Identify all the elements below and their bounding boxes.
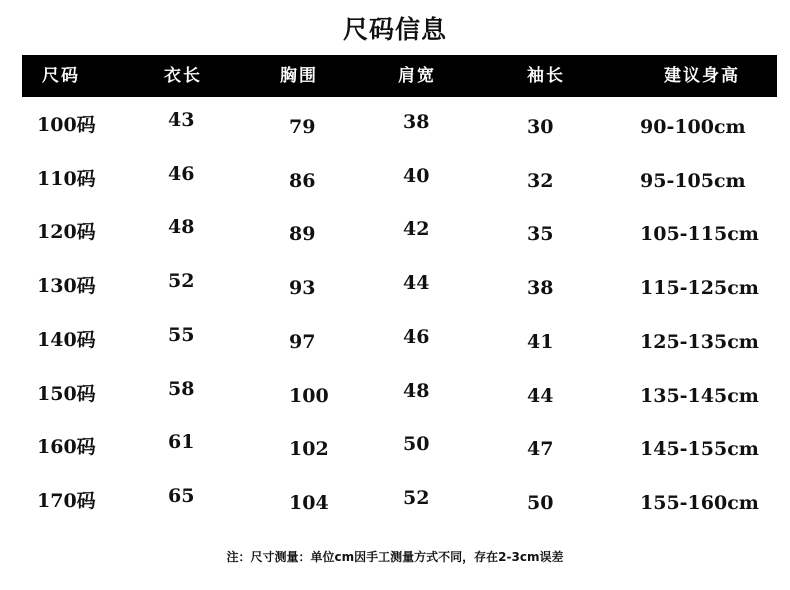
cell-shoulder: 52 <box>403 486 430 509</box>
cell-size: 100码 <box>37 114 96 136</box>
cell-shoulder: 48 <box>403 379 430 402</box>
table-row <box>0 164 790 218</box>
cell-chest: 79 <box>289 116 316 138</box>
column-header-length: 衣长 <box>164 66 202 86</box>
cell-length: 46 <box>168 162 195 185</box>
table-header <box>22 55 777 97</box>
cell-shoulder: 42 <box>403 218 430 241</box>
column-header-size: 尺码 <box>42 66 80 86</box>
cell-length: 61 <box>168 431 195 454</box>
table-row <box>0 271 790 325</box>
cell-chest: 97 <box>289 330 316 353</box>
cell-size: 140码 <box>37 328 96 351</box>
column-header-height: 建议身高 <box>664 66 740 86</box>
cell-shoulder: 44 <box>403 272 430 295</box>
cell-sleeve: 30 <box>527 116 554 138</box>
cell-shoulder: 50 <box>403 433 430 456</box>
column-header-shoulder: 肩宽 <box>398 66 436 86</box>
cell-shoulder: 38 <box>403 111 430 133</box>
table-row <box>0 110 790 164</box>
cell-height: 145-155cm <box>640 438 759 461</box>
cell-chest: 89 <box>289 223 316 246</box>
cell-length: 43 <box>168 109 195 131</box>
cell-height: 155-160cm <box>640 491 759 514</box>
cell-length: 48 <box>168 216 195 239</box>
cell-height: 105-115cm <box>640 223 759 246</box>
cell-height: 90-100cm <box>640 116 746 138</box>
cell-size: 120码 <box>37 221 96 244</box>
cell-length: 55 <box>168 323 195 346</box>
table-row <box>0 486 790 540</box>
cell-length: 58 <box>168 377 195 400</box>
cell-chest: 100 <box>289 384 329 407</box>
table-row <box>0 432 790 486</box>
table-row <box>0 217 790 271</box>
cell-height: 95-105cm <box>640 169 746 192</box>
cell-sleeve: 41 <box>527 330 554 353</box>
cell-size: 130码 <box>37 275 96 298</box>
column-header-chest: 胸围 <box>280 66 318 86</box>
cell-size: 170码 <box>37 489 96 512</box>
column-header-sleeve: 袖长 <box>527 66 565 86</box>
cell-height: 135-145cm <box>640 384 759 407</box>
cell-chest: 104 <box>289 491 329 514</box>
table-row <box>0 379 790 433</box>
cell-length: 52 <box>168 270 195 293</box>
cell-sleeve: 32 <box>527 169 554 192</box>
cell-size: 150码 <box>37 382 96 405</box>
cell-chest: 102 <box>289 438 329 461</box>
cell-chest: 86 <box>289 169 316 192</box>
cell-length: 65 <box>168 484 195 507</box>
cell-sleeve: 38 <box>527 277 554 300</box>
cell-size: 110码 <box>37 167 96 190</box>
cell-shoulder: 40 <box>403 164 430 187</box>
table-row <box>0 325 790 379</box>
page-title: 尺码信息 <box>342 15 447 44</box>
cell-size: 160码 <box>37 436 96 459</box>
cell-sleeve: 35 <box>527 223 554 246</box>
cell-chest: 93 <box>289 277 316 300</box>
cell-height: 125-135cm <box>640 330 759 353</box>
cell-height: 115-125cm <box>640 277 759 300</box>
cell-sleeve: 50 <box>527 491 554 514</box>
measurement-note: 注：尺寸测量：单位cm因手工测量方式不同，存在2-3cm误差 <box>226 550 564 564</box>
cell-sleeve: 44 <box>527 384 554 407</box>
cell-shoulder: 46 <box>403 325 430 348</box>
cell-sleeve: 47 <box>527 438 554 461</box>
